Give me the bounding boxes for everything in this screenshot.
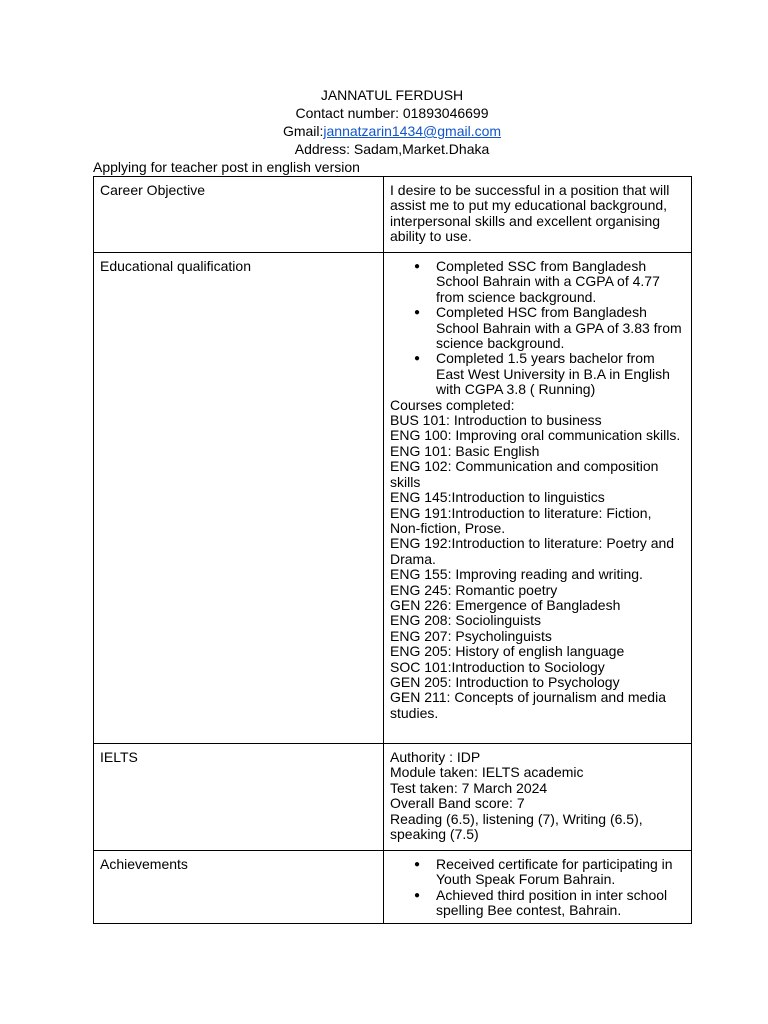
ielts-content xyxy=(384,744,692,851)
table-row-ielts xyxy=(94,744,692,851)
table-row-education xyxy=(94,253,692,744)
course-item: SOC 101:Introduction to Sociology xyxy=(390,658,605,675)
career-objective-text: I desire to be successful in a position that will assist me to put my educational background, interpersonal skills and excellent organising ability to use. xyxy=(384,177,692,253)
achievements-bullet-list xyxy=(390,857,685,919)
ielts-label: IELTS xyxy=(94,744,384,851)
address: Address: Sadam,Market.Dhaka xyxy=(294,141,490,157)
achievements-content xyxy=(384,851,692,924)
list-item: ● Completed HSC from Bangladesh School Bahrain with a GPA of 3.83 from science background. xyxy=(436,305,685,351)
course-item: ENG 102: Communication and composition skills xyxy=(390,458,659,490)
table-row-achievements xyxy=(94,851,692,924)
ielts-section-scores: Reading (6.5), listening (7), Writing (6.5), speaking (7.5) xyxy=(390,810,643,843)
ielts-test-date: Test taken: 7 March 2024 xyxy=(390,779,548,796)
courses-heading: Courses completed: xyxy=(390,396,515,413)
education-bullet-list xyxy=(390,259,685,398)
course-item: ENG 155: Improving reading and writing. xyxy=(390,566,643,583)
education-label: Educational qualification xyxy=(94,253,384,744)
ielts-module: Module taken: IELTS academic xyxy=(390,764,584,781)
course-item: GEN 205: Introduction to Psychology xyxy=(390,673,620,690)
course-item: ENG 205: History of english language xyxy=(390,643,625,660)
course-item: ENG 245: Romantic poetry xyxy=(390,581,558,598)
resume-header xyxy=(93,86,691,158)
course-item: GEN 226: Emergence of Bangladesh xyxy=(390,596,621,613)
resume-table xyxy=(93,176,692,924)
achievements-label: Achievements xyxy=(94,851,384,924)
course-item: ENG 101: Basic English xyxy=(390,442,540,459)
table-row-career xyxy=(94,177,692,253)
application-statement: Applying for teacher post in english version xyxy=(93,159,360,175)
ielts-authority: Authority : IDP xyxy=(390,749,481,765)
list-item: ● Received certificate for participating in Youth Speak Forum Bahrain. xyxy=(436,857,685,888)
gmail-link[interactable]: jannatzarin1434@gmail.com xyxy=(323,123,502,139)
list-item: ● Completed 1.5 years bachelor from East West University in B.A in English with CGPA 3.8 ( Running) xyxy=(436,351,685,397)
list-item: ● Achieved third position in inter school spelling Bee contest, Bahrain. xyxy=(436,888,685,919)
gmail-line xyxy=(93,122,691,140)
career-objective-label: Career Objective xyxy=(94,177,384,253)
course-item: ENG 191:Introduction to literature: Fiction, Non-fiction, Prose. xyxy=(390,504,652,536)
list-item: ● Completed SSC from Bangladesh School Bahrain with a CGPA of 4.77 from science background. xyxy=(436,259,685,305)
candidate-name: JANNATUL FERDUSH xyxy=(320,87,464,103)
course-item: GEN 211: Concepts of journalism and media studies. xyxy=(390,689,666,721)
education-content xyxy=(384,253,692,744)
course-item: ENG 207: Psycholinguists xyxy=(390,627,552,644)
course-item: ENG 208: Sociolinguists xyxy=(390,612,541,629)
gmail-label: Gmail: xyxy=(282,123,324,139)
course-item: ENG 192:Introduction to literature: Poetry and Drama. xyxy=(390,535,675,567)
course-item: ENG 100: Improving oral communication skills. xyxy=(390,427,681,444)
course-item: ENG 145:Introduction to linguistics xyxy=(390,489,605,506)
course-item: BUS 101: Introduction to business xyxy=(390,412,602,429)
contact-number: Contact number: 01893046699 xyxy=(295,105,489,121)
ielts-overall-score: Overall Band score: 7 xyxy=(390,795,525,812)
resume-page xyxy=(93,86,691,924)
